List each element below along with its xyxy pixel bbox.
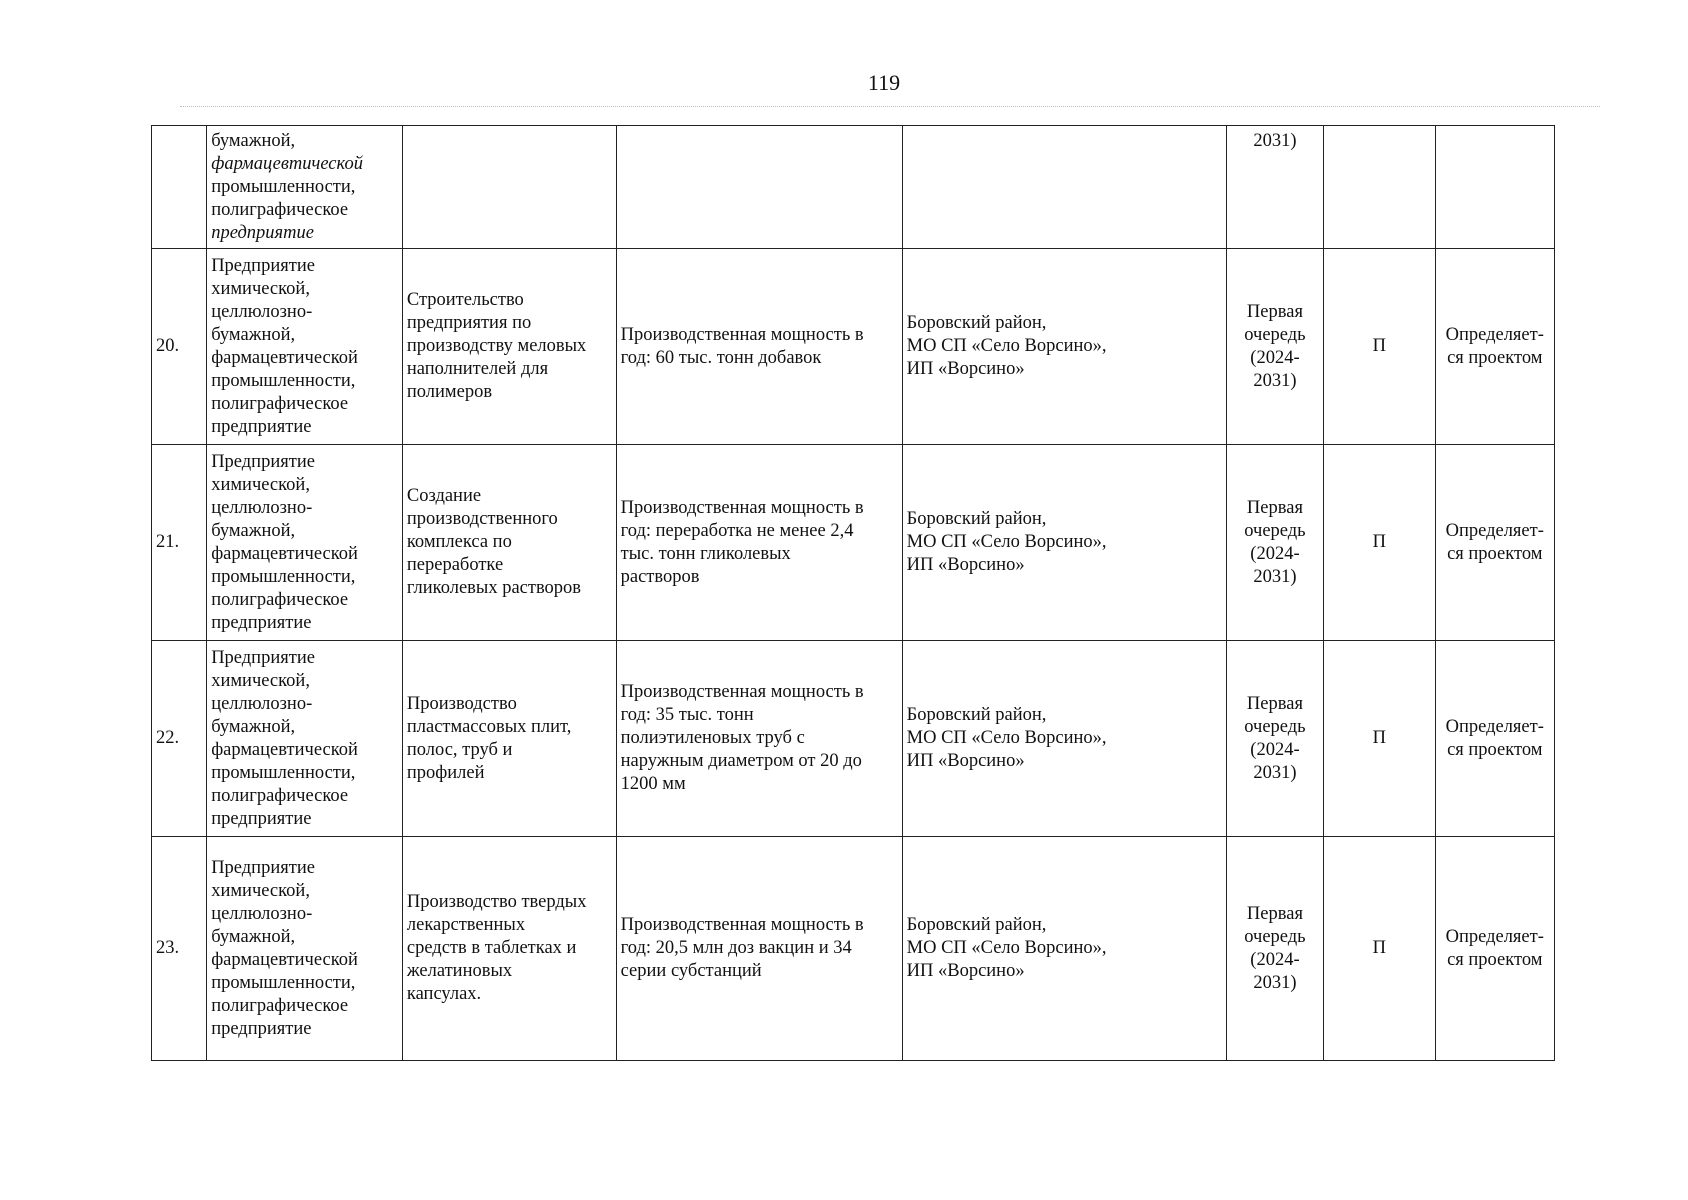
- cell-status: П: [1324, 641, 1435, 837]
- cell-zone: [1435, 837, 1554, 1061]
- cell-capacity: [616, 641, 902, 837]
- cell-stage-text: Первая очередь (2024- 2031): [1244, 497, 1306, 587]
- cell-stage: [1226, 445, 1323, 641]
- table-row: [152, 641, 1555, 837]
- cell-zone: [1435, 445, 1554, 641]
- table-row: [152, 445, 1555, 641]
- cell-num: 20.: [152, 249, 207, 445]
- cell-zone-text: Определяет- ся проектом: [1445, 926, 1544, 970]
- cell-type-line: предприятие: [211, 223, 314, 243]
- cell-capacity-text: Производственная мощность в год: 20,5 млн доз вакцин и 34 серии субстанций: [620, 915, 864, 981]
- cell-type: [207, 249, 403, 445]
- cell-capacity-text: Производственная мощность в год: переработка не менее 2,4 тыс. тонн гликолевых растворов: [620, 497, 864, 587]
- cell-purpose-text: Производство пластмассовых плит, полос, труб и профилей: [406, 693, 572, 783]
- cell-purpose-text: Создание производственного комплекса по переработке гликолевых растворов: [406, 486, 582, 598]
- objects-table: [151, 125, 1555, 1061]
- cell-capacity-text: Производственная мощность в год: 35 тыс. тонн полиэтиленовых труб с наружным диаметром от 20 до 1200 мм: [620, 682, 864, 794]
- cell-stage-text: Первая очередь (2024- 2031): [1244, 903, 1306, 993]
- cell-purpose: [402, 641, 616, 837]
- cell-num: [152, 126, 207, 249]
- cell-type-text: Предприятие химической, целлюлозно- бумажной, фармацевтической промышленности, полиграфическое предприятие: [211, 255, 358, 437]
- cell-type: [207, 837, 403, 1061]
- cell-type-text: Предприятие химической, целлюлозно- бумажной, фармацевтической промышленности, полиграфическое предприятие: [211, 857, 358, 1039]
- cell-status: П: [1324, 249, 1435, 445]
- cell-location-text: Боровский район, МО СП «Село Ворсино», ИП «Ворсино»: [906, 705, 1107, 771]
- cell-status: П: [1324, 445, 1435, 641]
- cell-location: [902, 445, 1226, 641]
- cell-capacity: [616, 126, 902, 249]
- cell-status: [1324, 126, 1435, 249]
- cell-purpose: [402, 249, 616, 445]
- cell-stage-text: Первая очередь (2024- 2031): [1244, 301, 1306, 391]
- cell-num: 22.: [152, 641, 207, 837]
- cell-type: [207, 445, 403, 641]
- cell-capacity: [616, 249, 902, 445]
- cell-type-line: промышленности,: [211, 177, 356, 197]
- cell-location: [902, 837, 1226, 1061]
- table-row: [152, 249, 1555, 445]
- table-row: [152, 837, 1555, 1061]
- cell-zone-text: Определяет- ся проектом: [1445, 324, 1544, 368]
- cell-zone-text: Определяет- ся проектом: [1445, 716, 1544, 760]
- cell-zone: [1435, 126, 1554, 249]
- cell-stage: [1226, 249, 1323, 445]
- cell-stage: [1226, 641, 1323, 837]
- cell-capacity: [616, 445, 902, 641]
- cell-num: 21.: [152, 445, 207, 641]
- cell-type-line: фармацевтической: [211, 154, 363, 174]
- cell-type-line: бумажной,: [211, 131, 296, 151]
- cell-num: 23.: [152, 837, 207, 1061]
- cell-type-text: Предприятие химической, целлюлозно- бумажной, фармацевтической промышленности, полиграфическое предприятие: [211, 451, 358, 633]
- cell-purpose-text: Строительство предприятия по производству меловых наполнителей для полимеров: [406, 290, 587, 402]
- cell-stage-text: Первая очередь (2024- 2031): [1244, 693, 1306, 783]
- cell-capacity-text: Производственная мощность в год: 60 тыс. тонн добавок: [620, 324, 864, 368]
- page-number: 119: [867, 70, 901, 95]
- cell-zone-text: Определяет- ся проектом: [1445, 520, 1544, 564]
- cell-location: [902, 126, 1226, 249]
- cell-status: П: [1324, 837, 1435, 1061]
- cell-location: [902, 249, 1226, 445]
- cell-stage: [1226, 126, 1323, 249]
- scan-artifact-line: [180, 106, 1600, 108]
- cell-location: [902, 641, 1226, 837]
- cell-type: [207, 641, 403, 837]
- cell-zone: [1435, 641, 1554, 837]
- cell-location-text: Боровский район, МО СП «Село Ворсино», ИП «Ворсино»: [906, 915, 1107, 981]
- cell-purpose: [402, 445, 616, 641]
- cell-type-line: полиграфическое: [211, 200, 349, 220]
- cell-purpose: [402, 126, 616, 249]
- cell-type: [207, 126, 403, 249]
- cell-purpose: [402, 837, 616, 1061]
- cell-type-text: Предприятие химической, целлюлозно- бумажной, фармацевтической промышленности, полиграфическое предприятие: [211, 647, 358, 829]
- cell-purpose-text: Производство твердых лекарственных средств в таблетках и желатиновых капсулах.: [406, 892, 587, 1004]
- cell-location-text: Боровский район, МО СП «Село Ворсино», ИП «Ворсино»: [906, 509, 1107, 575]
- cell-stage-text: 2031): [1253, 131, 1297, 151]
- cell-stage: [1226, 837, 1323, 1061]
- cell-zone: [1435, 249, 1554, 445]
- cell-capacity: [616, 837, 902, 1061]
- table-row-continuation: [152, 126, 1555, 249]
- cell-location-text: Боровский район, МО СП «Село Ворсино», ИП «Ворсино»: [906, 313, 1107, 379]
